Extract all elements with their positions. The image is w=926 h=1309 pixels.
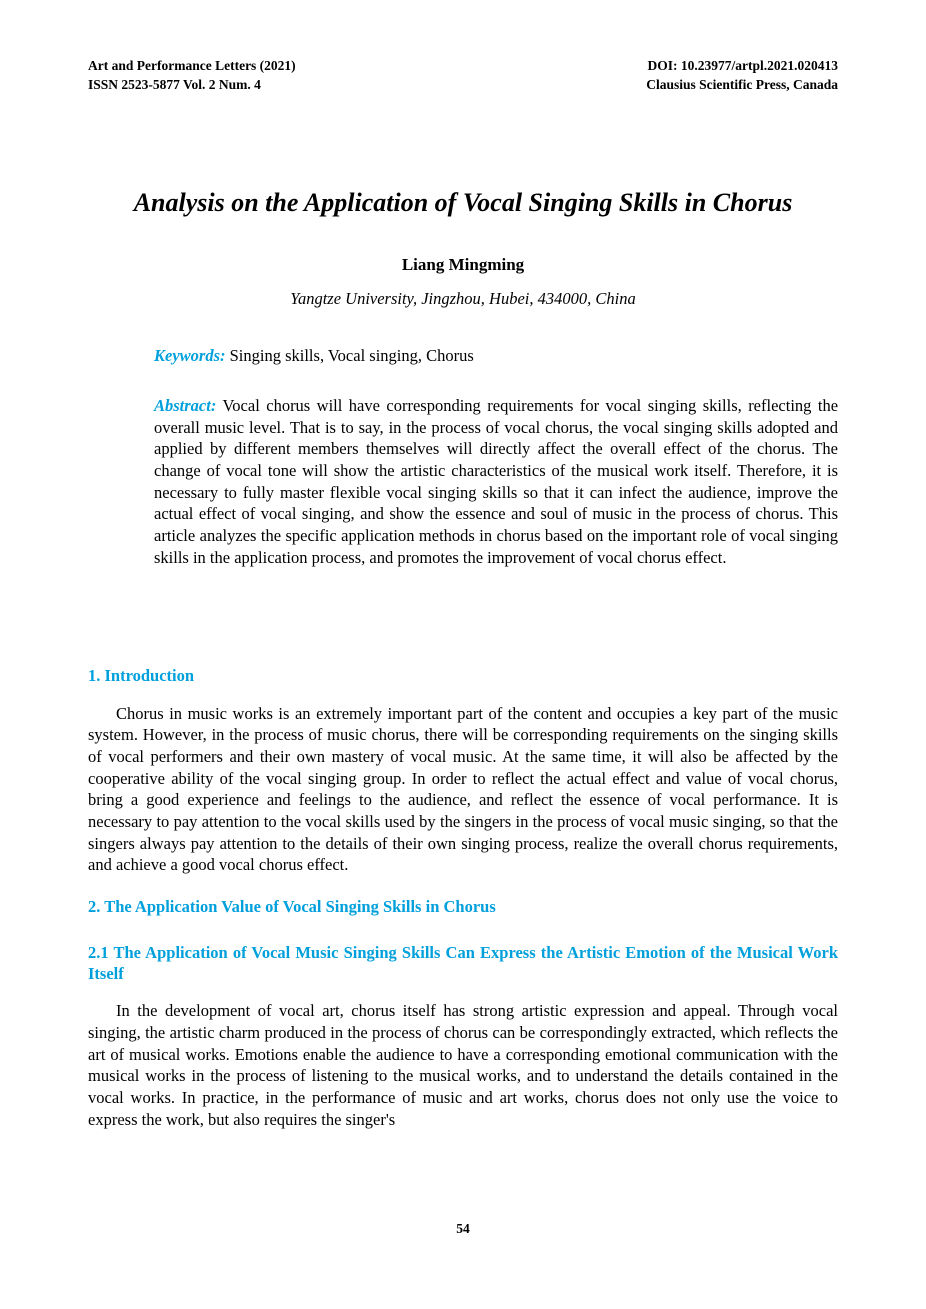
journal-header <box>88 57 838 95</box>
paper-title: Analysis on the Application of Vocal Singing Skills in Chorus <box>133 187 793 217</box>
section-heading-introduction: 1. Introduction <box>88 666 195 686</box>
keywords-label: Keywords: <box>154 345 226 365</box>
journal-issn-volume: ISSN 2523-5877 Vol. 2 Num. 4 <box>88 76 261 92</box>
subsection-heading-2-1: 2.1 The Application of Vocal Music Singing Skills Can Express the Artistic Emotion of the Musical Work Itself <box>88 942 838 983</box>
abstract-label: Abstract: <box>154 396 217 416</box>
page-number: 54 <box>456 1221 470 1236</box>
paragraph-introduction: Chorus in music works is an extremely important part of the content and occupies a key part of the music system. However, in the process of music chorus, there will be corresponding requirements on the singing skills of vocal performers and their own mastery of vocal music. At the same time, it will also be affected by the cooperative ability of the vocal singing group. In order to reflect the actual effect and value of vocal chorus, bring a good experience and feelings to the audience, and reflect the essence of vocal performance. It is necessary to pay attention to the vocal skills used by the singers in the process of vocal music singing, so that the singers always pay attention to the details of their own singing process, realize the overall chorus requirements, and achieve a good vocal chorus effect. <box>88 703 838 875</box>
keywords-text: Singing skills, Vocal singing, Chorus <box>229 345 474 365</box>
paper-doi: DOI: 10.23977/artpl.2021.020413 <box>647 58 838 73</box>
journal-name: Art and Performance Letters (2021) <box>88 58 296 73</box>
author-affiliation: Yangtze University, Jingzhou, Hubei, 434000, China <box>290 288 636 308</box>
keywords-block <box>154 345 838 367</box>
abstract-block <box>154 395 838 568</box>
publisher-info <box>646 57 838 95</box>
journal-info <box>88 57 296 95</box>
abstract-text: Vocal chorus will have corresponding requirements for vocal singing skills, reflecting the overall music level. That is to say, in the process of vocal chorus, the vocal singing skills adopted and applied by different members themselves will directly affect the overall effect of the chorus. The change of vocal tone will show the artistic characteristics of the musical work itself. Therefore, it is necessary to fully master flexible vocal singing skills so that it can infect the audience, improve the actual effect of vocal singing, and show the essence and soul of music in the process of chorus. This article analyzes the specific application methods in chorus based on the important role of vocal singing skills in the application process, and promotes the improvement of vocal chorus effect. <box>154 396 839 567</box>
section-heading-application-value: 2. The Application Value of Vocal Singing Skills in Chorus <box>88 897 496 917</box>
author-name: Liang Mingming <box>401 254 525 274</box>
publisher-name: Clausius Scientific Press, Canada <box>646 76 838 92</box>
paragraph-2-1: In the development of vocal art, chorus itself has strong artistic expression and appeal. Through vocal singing, the artistic charm produced in the process of chorus can be correspondingly extracted, which reflects the art of musical works. Emotions enable the audience to have a corresponding emotional communication with the musical works in the process of listening to the musical works, and to understand the details contained in the vocal works. In practice, in the performance of music and art works, chorus does not only use the voice to express the work, but also requires the singer's <box>88 1001 838 1129</box>
